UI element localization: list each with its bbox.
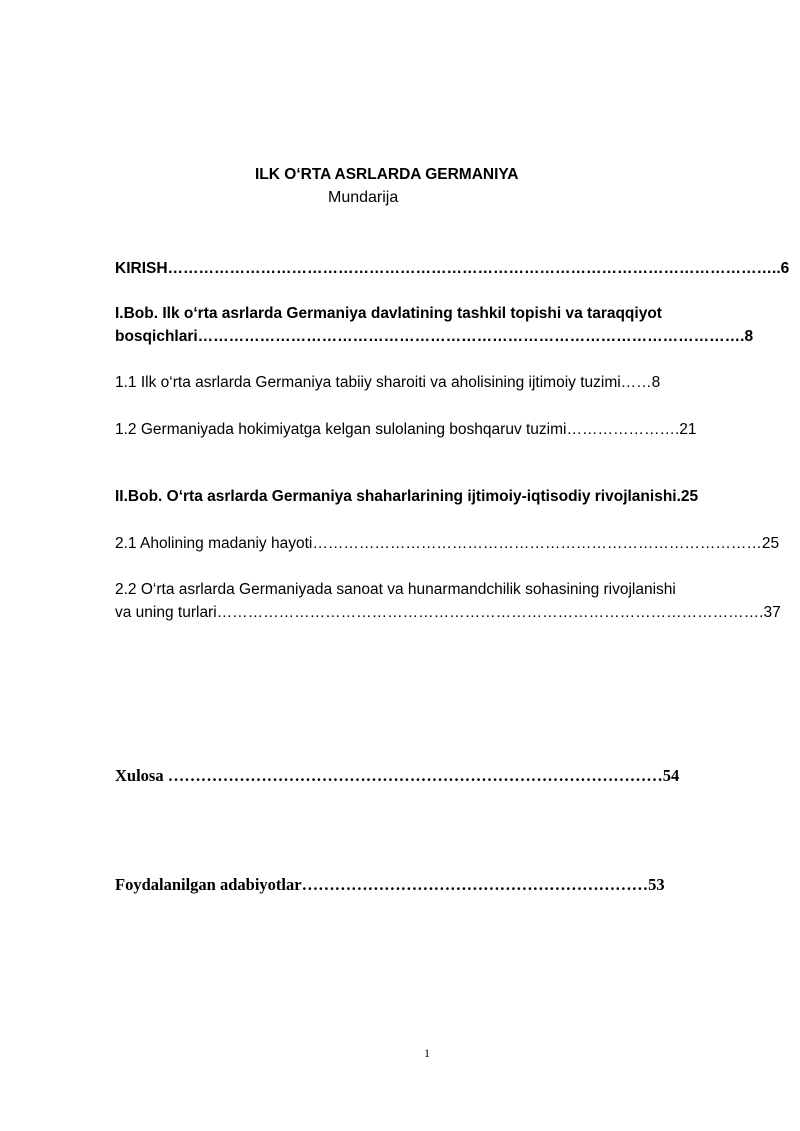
toc-entry-bob1-line2: bosqichlari…………………………………………………………………………………………….8 [115,328,754,345]
toc-entry-kirish: KIRISH………………………………………………………………………………………………………..6 [115,260,790,277]
toc-entry-2-2-line1: 2.2 O‘rta asrlarda Germaniyada sanoat va hunarmandchilik sohasining rivojlanishi [115,581,676,598]
page-number: 1 [424,1046,430,1060]
toc-entry-2-1: 2.1 Aholining madaniy hayoti……………………………………………………………………………25 [115,535,780,552]
document-title: ILK O‘RTA ASRLARDA GERMANIYA [255,166,519,183]
toc-entry-bob2: II.Bob. O‘rta asrlarda Germaniya shaharlarining ijtimoiy-iqtisodiy rivojlanishi.25 [115,488,699,505]
toc-entry-xulosa: Xulosa ………………………………………………………………………………54 [115,766,680,785]
toc-entry-1-2: 1.2 Germaniyada hokimiyatga kelgan sulolaning boshqaruv tuzimi………………….21 [115,421,697,438]
document-subtitle: Mundarija [328,189,399,206]
toc-entry-2-2-line2: va uning turlari…………………………………………………………………………………………….37 [115,604,781,621]
toc-entry-adabiyotlar: Foydalanilgan adabiyotlar………………………………………………………53 [115,875,665,894]
toc-entry-bob1-line1: I.Bob. Ilk o‘rta asrlarda Germaniya davlatining tashkil topishi va taraqqiyot [115,305,662,322]
toc-entry-1-1: 1.1 Ilk o‘rta asrlarda Germaniya tabiiy sharoiti va aholisining ijtimoiy tuzimi……8 [115,374,661,391]
